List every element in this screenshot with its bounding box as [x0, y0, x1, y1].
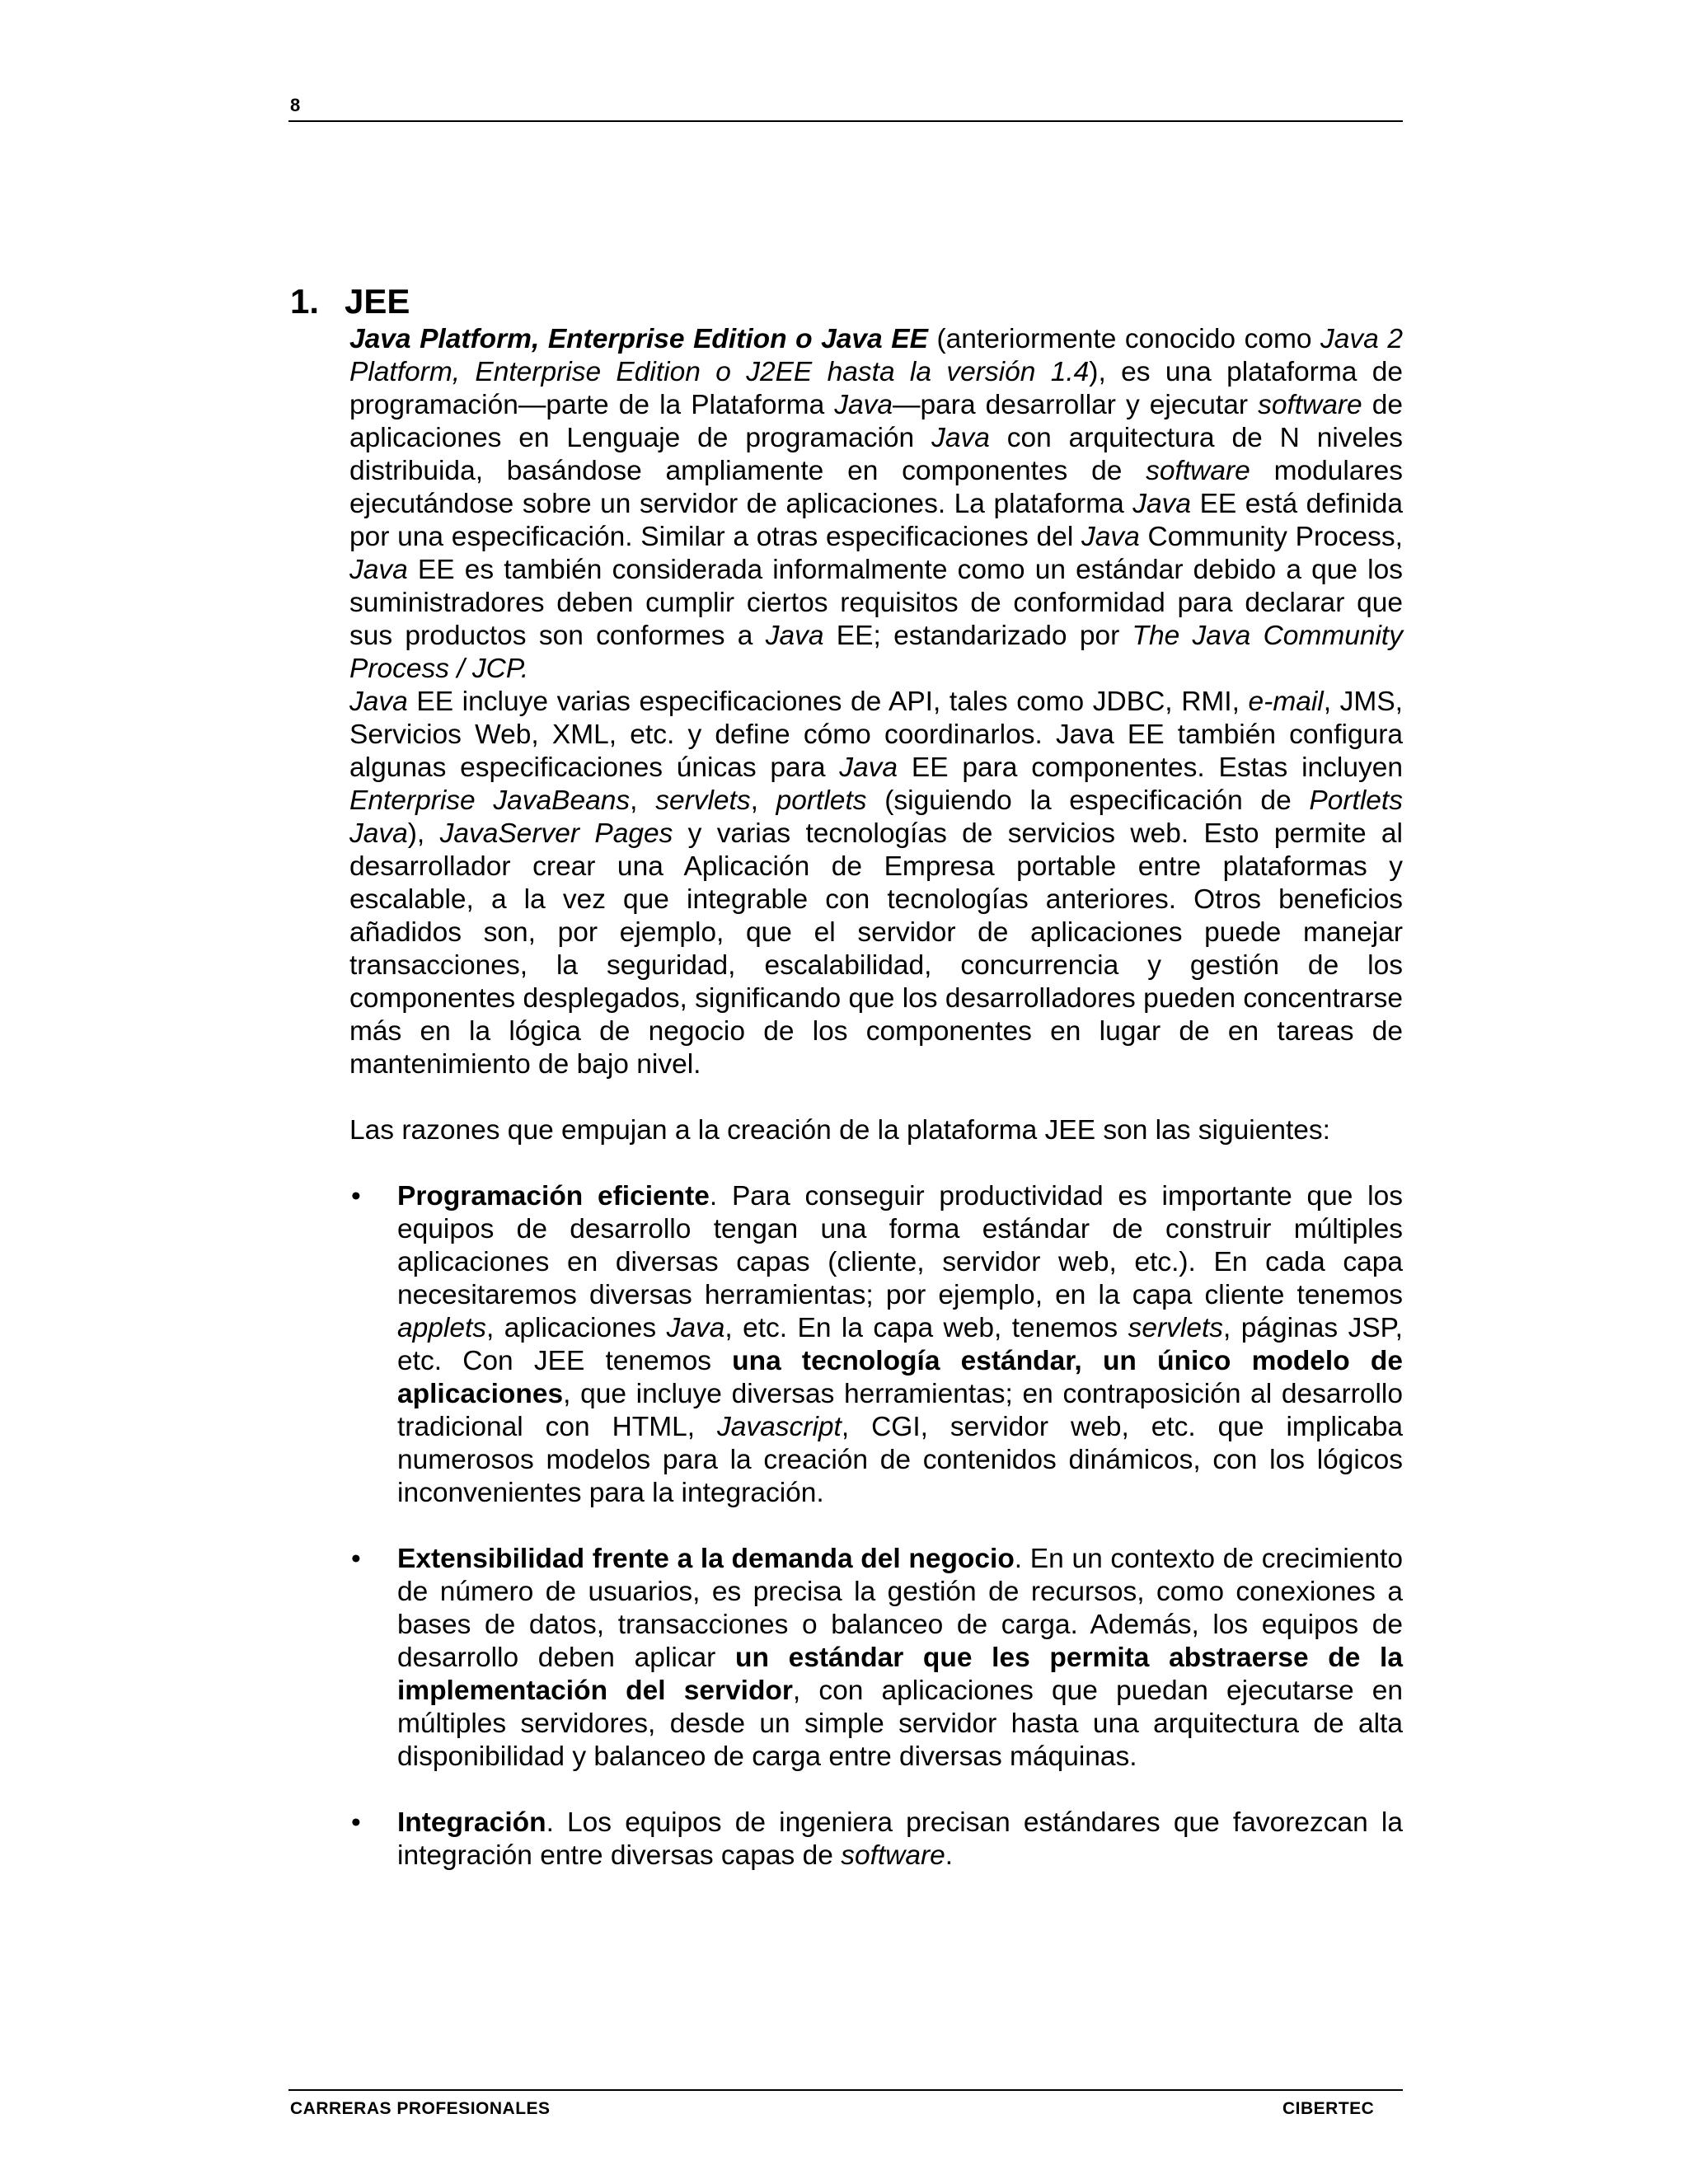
bullet-icon: • — [351, 1181, 361, 1212]
section-heading — [290, 282, 410, 321]
paragraph-specifications: Java EE incluye varias especificaciones de API, tales como JDBC, RMI, e-mail, JMS, Servicios Web, XML, etc. y define cómo coordinarlos. Java EE también configura algunas especificaciones únicas para Java EE para componentes. Estas incluyen Enterprise JavaBeans, servlets, portlets (siguiendo la especificación de Portlets Java), JavaServer Pages y varias tecnologías de servicios web. Esto permite al desarrollador crear una Aplicación de Empresa portable entre plataformas y escalable, a la vez que integrable con tecnologías anteriores. Otros beneficios añadidos son, por ejemplo, que el servidor de aplicaciones puede manejar transacciones, la seguridad, escalabilidad, concurrencia y gestión de los componentes desplegados, significando que los desarrolladores pueden concentrarse más en la lógica de negocio de los componentes en lugar de en tareas de mantenimiento de bajo nivel. — [349, 687, 1404, 1080]
spacer — [349, 1081, 1403, 1114]
paragraph-intro-jee: Java Platform, Enterprise Edition o Java EE (anteriormente conocido como Java 2 Platform, Enterprise Edition o J2EE hasta la versión 1.4), es una plataforma de programación—parte de la Plataforma Java—para desarrollar y ejecutar software de aplicaciones en Lenguaje de programación Java con arquitectura de N niveles distribuida, basándose ampliamente en componentes de software modulares ejecutándose sobre un servidor de aplicaciones. La plataforma Java EE está definida por una especificación. Similar a otras especificaciones del Java Community Process, Java EE es también considerada informalmente como un estándar debido a que los suministradores deben cumplir ciertos requisitos de conformidad para declarar que sus productos son conformes a Java EE; estandarizado por The Java Community Process / JCP. — [349, 324, 1404, 684]
footer-left-text: CARRERAS PROFESIONALES — [290, 2099, 551, 2118]
paragraph-reasons-intro: Las razones que empujan a la creación de la plataforma JEE son las siguientes: — [349, 1115, 1330, 1146]
section-number: 1. — [290, 282, 320, 321]
list-item: • Integración. Los equipos de ingeniera precisan estándares que favorezcan la integración entre diversas capas de software. — [351, 1807, 1403, 1871]
list-item: • Programación eficiente. Para conseguir productividad es importante que los equipos de desarrollo tengan una forma estándar de construir múltiples aplicaciones en diversas capas (cliente, servidor web, etc.). En cada capa necesitaremos diversas herramientas; por ejemplo, en la capa cliente tenemos applets, aplicaciones Java, etc. En la capa web, tenemos servlets, páginas JSP, etc. Con JEE tenemos una tecnología estándar, un único modelo de aplicaciones, que incluye diversas herramientas; en contraposición al desarrollo tradicional con HTML, Javascript, CGI, servidor web, etc. que implicaba numerosos modelos para la creación de contenidos dinámicos, con los lógicos inconvenientes para la integración. — [351, 1181, 1403, 1508]
bullet-icon: • — [351, 1807, 361, 1838]
header-rule — [288, 120, 1403, 122]
section-title: JEE — [345, 282, 410, 321]
footer-rule — [288, 2089, 1403, 2091]
page-number: 8 — [290, 95, 301, 115]
document-body — [349, 323, 1403, 1905]
spacer — [349, 1147, 1403, 1180]
list-item: • Extensibilidad frente a la demanda del negocio. En un contexto de crecimiento de número de usuarios, es precisa la gestión de recursos, como conexiones a bases de datos, transacciones o balanceo de carga. Además, los equipos de desarrollo deben aplicar un estándar que les permita abstraerse de la implementación del servidor, con aplicaciones que puedan ejecutarse en múltiples servidores, desde un simple servidor hasta una arquitectura de alta disponibilidad y balanceo de carga entre diversas máquinas. — [351, 1544, 1403, 1772]
footer-right-text: CIBERTEC — [1282, 2099, 1375, 2118]
bullet-icon: • — [351, 1544, 361, 1574]
reasons-list — [349, 1180, 1403, 1872]
